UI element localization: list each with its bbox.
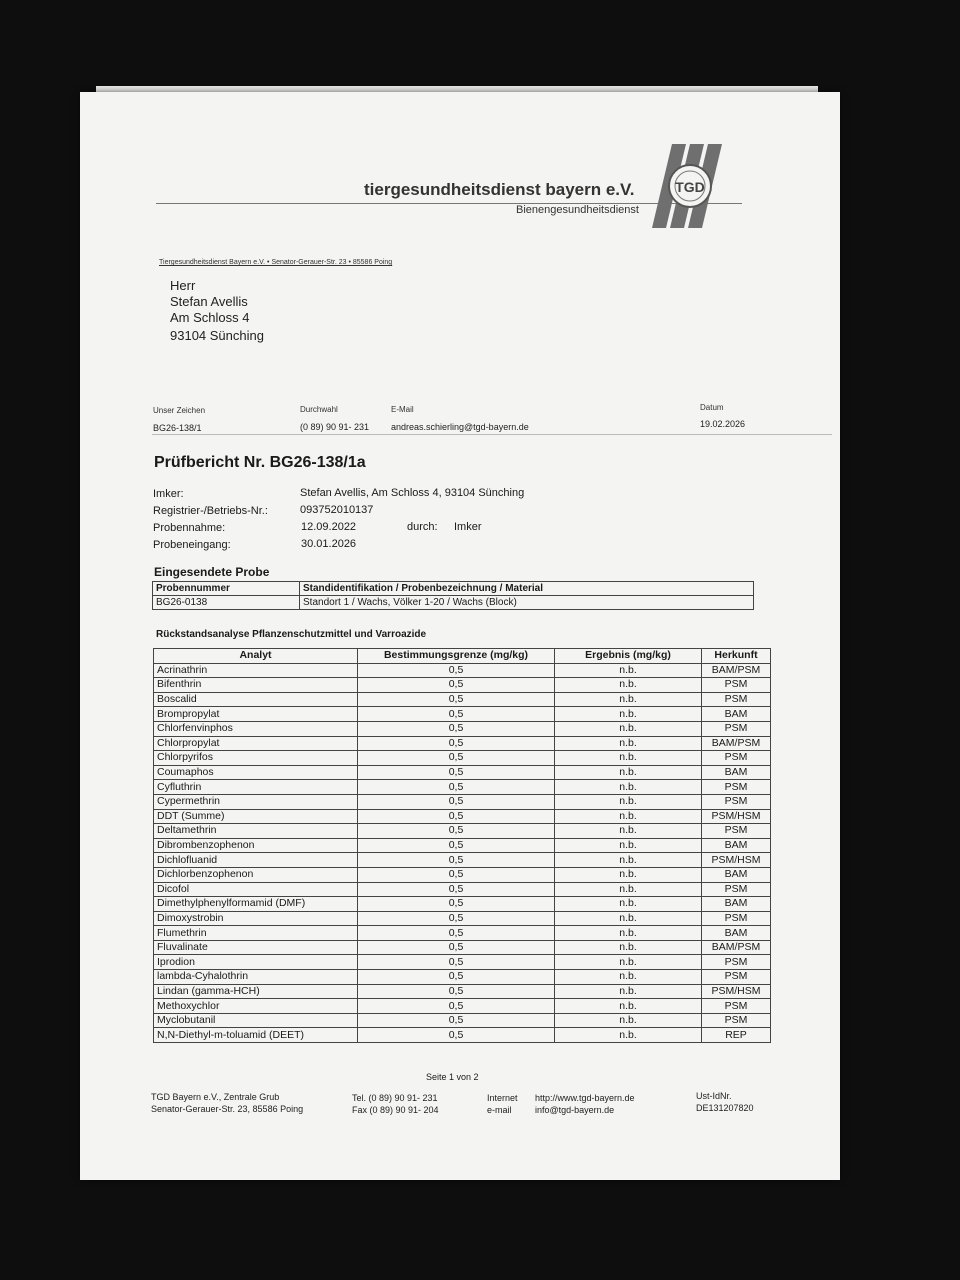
footer-org-line2: Senator-Gerauer-Str. 23, 85586 Poing <box>151 1104 304 1114</box>
ergebnis-cell: n.b. <box>555 882 702 897</box>
footer-phone <box>352 1092 439 1116</box>
footer-email-label: e-mail <box>487 1105 512 1115</box>
ergebnis-cell: n.b. <box>555 824 702 839</box>
page-info: Seite 1 von 2 <box>426 1072 479 1082</box>
table-row <box>154 940 771 955</box>
ergebnis-cell: n.b. <box>555 897 702 912</box>
analyt-cell: Chlorpropylat <box>154 736 358 751</box>
table-row <box>154 955 771 970</box>
email-label: E-Mail <box>391 405 414 414</box>
footer-org-line1: TGD Bayern e.V., Zentrale Grub <box>151 1092 280 1102</box>
herkunft-cell: BAM/PSM <box>702 736 771 751</box>
table-row <box>154 751 771 766</box>
table-row <box>154 809 771 824</box>
ergebnis-cell: n.b. <box>555 867 702 882</box>
grenze-cell: 0,5 <box>358 897 555 912</box>
grenze-cell: 0,5 <box>358 984 555 999</box>
table-row <box>154 897 771 912</box>
unser-zeichen-label: Unser Zeichen <box>153 406 206 415</box>
table-row <box>154 765 771 780</box>
probe-desc: Standort 1 / Wachs, Völker 1-20 / Wachs (Block) <box>300 596 754 610</box>
ergebnis-cell: n.b. <box>555 940 702 955</box>
reg-label: Registrier-/Betriebs-Nr.: <box>153 505 268 517</box>
table-row <box>154 1028 771 1043</box>
durchwahl: (0 89) 90 91- 231 <box>300 422 370 432</box>
analyt-cell: Iprodion <box>154 955 358 970</box>
analyt-cell: Acrinathrin <box>154 663 358 678</box>
col-bestimmungsgrenze: Bestimmungsgrenze (mg/kg) <box>358 649 555 664</box>
analysis-table <box>153 648 771 1043</box>
analyt-cell: Dimoxystrobin <box>154 911 358 926</box>
ergebnis-cell: n.b. <box>555 999 702 1014</box>
grenze-cell: 0,5 <box>358 911 555 926</box>
reg-value: 093752010137 <box>300 504 374 516</box>
durch-label: durch: <box>407 521 438 533</box>
grenze-cell: 0,5 <box>358 824 555 839</box>
probennahme-value: 12.09.2022 <box>301 521 357 533</box>
grenze-cell: 0,5 <box>358 867 555 882</box>
grenze-cell: 0,5 <box>358 838 555 853</box>
footer-fax: Fax (0 89) 90 91- 204 <box>352 1105 439 1115</box>
table-row <box>154 707 771 722</box>
ergebnis-cell: n.b. <box>555 984 702 999</box>
analyt-cell: Chlorfenvinphos <box>154 721 358 736</box>
footer-internet-label: Internet <box>487 1093 518 1103</box>
herkunft-cell: BAM/PSM <box>702 663 771 678</box>
table-row <box>154 984 771 999</box>
footer-org <box>151 1091 303 1115</box>
probe-section-title: Eingesendete Probe <box>154 565 270 579</box>
analyt-cell: Deltamethrin <box>154 824 358 839</box>
tgd-logo-icon <box>652 144 726 228</box>
analyt-cell: lambda-Cyhalothrin <box>154 970 358 985</box>
table-row <box>154 736 771 751</box>
analyt-cell: Dichlorbenzophenon <box>154 867 358 882</box>
probe-table <box>152 581 754 610</box>
grenze-cell: 0,5 <box>358 751 555 766</box>
grenze-cell: 0,5 <box>358 1028 555 1043</box>
grenze-cell: 0,5 <box>358 692 555 707</box>
reference-rule <box>152 434 832 435</box>
grenze-cell: 0,5 <box>358 780 555 795</box>
col-herkunft: Herkunft <box>702 649 771 664</box>
ergebnis-cell: n.b. <box>555 663 702 678</box>
table-row <box>154 721 771 736</box>
analyt-cell: Flumethrin <box>154 926 358 941</box>
ergebnis-cell: n.b. <box>555 780 702 795</box>
herkunft-cell: PSM/HSM <box>702 853 771 868</box>
eingang-label: Probeneingang: <box>153 539 231 551</box>
ergebnis-cell: n.b. <box>555 853 702 868</box>
herkunft-cell: PSM <box>702 955 771 970</box>
ergebnis-cell: n.b. <box>555 678 702 693</box>
grenze-cell: 0,5 <box>358 663 555 678</box>
analyt-cell: Boscalid <box>154 692 358 707</box>
probennahme-label: Probennahme: <box>153 522 226 534</box>
ergebnis-cell: n.b. <box>555 970 702 985</box>
ergebnis-cell: n.b. <box>555 736 702 751</box>
herkunft-cell: PSM <box>702 911 771 926</box>
herkunft-cell: PSM/HSM <box>702 984 771 999</box>
col-analyt: Analyt <box>154 649 358 664</box>
table-row <box>154 838 771 853</box>
herkunft-cell: PSM <box>702 721 771 736</box>
ergebnis-cell: n.b. <box>555 838 702 853</box>
grenze-cell: 0,5 <box>358 926 555 941</box>
herkunft-cell: PSM <box>702 780 771 795</box>
table-row <box>154 780 771 795</box>
sender-line: Tiergesundheitsdienst Bayern e.V. • Senator-Gerauer-Str. 23 • 85586 Poing <box>159 259 393 266</box>
ergebnis-cell: n.b. <box>555 1013 702 1028</box>
herkunft-cell: REP <box>702 1028 771 1043</box>
analyt-cell: Dichlofluanid <box>154 853 358 868</box>
herkunft-cell: PSM <box>702 999 771 1014</box>
grenze-cell: 0,5 <box>358 678 555 693</box>
ergebnis-cell: n.b. <box>555 751 702 766</box>
grenze-cell: 0,5 <box>358 853 555 868</box>
analyt-cell: Myclobutanil <box>154 1013 358 1028</box>
herkunft-cell: BAM <box>702 897 771 912</box>
imker-label: Imker: <box>153 488 184 500</box>
grenze-cell: 0,5 <box>358 794 555 809</box>
address-salutation: Herr <box>170 278 196 293</box>
table-row <box>154 663 771 678</box>
analyt-cell: Lindan (gamma-HCH) <box>154 984 358 999</box>
analyt-cell: Dibrombenzophenon <box>154 838 358 853</box>
analyt-cell: Cyfluthrin <box>154 780 358 795</box>
table-row <box>154 794 771 809</box>
table-row <box>154 853 771 868</box>
analyt-cell: Chlorpyrifos <box>154 751 358 766</box>
herkunft-cell: PSM <box>702 794 771 809</box>
table-row <box>154 882 771 897</box>
footer-ust-label: Ust-IdNr. <box>696 1091 732 1101</box>
footer-web <box>535 1092 635 1116</box>
herkunft-cell: PSM <box>702 751 771 766</box>
herkunft-cell: PSM <box>702 1013 771 1028</box>
analyt-cell: N,N-Diethyl-m-toluamid (DEET) <box>154 1028 358 1043</box>
table-row <box>154 692 771 707</box>
grenze-cell: 0,5 <box>358 707 555 722</box>
table-row <box>154 999 771 1014</box>
ergebnis-cell: n.b. <box>555 721 702 736</box>
footer-tel: Tel. (0 89) 90 91- 231 <box>352 1093 438 1103</box>
org-subtitle: Bienengesundheitsdienst <box>516 204 639 216</box>
grenze-cell: 0,5 <box>358 955 555 970</box>
durch-value: Imker <box>454 521 482 533</box>
analysis-section-title: Rückstandsanalyse Pflanzenschutzmittel und Varroazide <box>156 629 427 640</box>
probe-num: BG26-0138 <box>153 596 300 610</box>
ergebnis-cell: n.b. <box>555 955 702 970</box>
herkunft-cell: BAM <box>702 926 771 941</box>
analyt-cell: Dimethylphenylformamid (DMF) <box>154 897 358 912</box>
ergebnis-cell: n.b. <box>555 707 702 722</box>
ergebnis-cell: n.b. <box>555 809 702 824</box>
probe-col-num: Probennummer <box>153 582 300 596</box>
herkunft-cell: PSM/HSM <box>702 809 771 824</box>
analyt-cell: Dicofol <box>154 882 358 897</box>
col-ergebnis: Ergebnis (mg/kg) <box>555 649 702 664</box>
logo-text: TGD <box>675 179 705 195</box>
footer-email: info@tgd-bayern.de <box>535 1105 615 1115</box>
table-row <box>154 926 771 941</box>
footer-web-labels <box>487 1092 518 1116</box>
ergebnis-cell: n.b. <box>555 1028 702 1043</box>
grenze-cell: 0,5 <box>358 736 555 751</box>
ergebnis-cell: n.b. <box>555 911 702 926</box>
grenze-cell: 0,5 <box>358 882 555 897</box>
herkunft-cell: BAM/PSM <box>702 940 771 955</box>
org-name: tiergesundheitsdienst bayern e.V. <box>364 180 635 199</box>
grenze-cell: 0,5 <box>358 809 555 824</box>
grenze-cell: 0,5 <box>358 940 555 955</box>
table-row <box>154 867 771 882</box>
herkunft-cell: BAM <box>702 867 771 882</box>
eingang-value: 30.01.2026 <box>301 538 357 550</box>
table-row <box>154 970 771 985</box>
analyt-cell: Coumaphos <box>154 765 358 780</box>
herkunft-cell: PSM <box>702 692 771 707</box>
herkunft-cell: PSM <box>702 678 771 693</box>
document-page <box>80 92 840 1180</box>
grenze-cell: 0,5 <box>358 1013 555 1028</box>
probe-col-desc: Standidentifikation / Probenbezeichnung / Material <box>300 582 754 596</box>
analyt-cell: Bifenthrin <box>154 678 358 693</box>
address-city: 93104 Sünching <box>170 328 264 343</box>
datum: 19.02.2026 <box>700 419 746 429</box>
herkunft-cell: PSM <box>702 824 771 839</box>
datum-label: Datum <box>700 403 724 412</box>
table-row <box>154 824 771 839</box>
durchwahl-label: Durchwahl <box>300 405 338 414</box>
herkunft-cell: BAM <box>702 765 771 780</box>
address-street: Am Schloss 4 <box>170 310 250 325</box>
email: andreas.schierling@tgd-bayern.de <box>391 422 529 432</box>
report-title: Prüfbericht Nr. BG26-138/1a <box>154 454 366 471</box>
herkunft-cell: BAM <box>702 707 771 722</box>
ergebnis-cell: n.b. <box>555 794 702 809</box>
imker-value: Stefan Avellis, Am Schloss 4, 93104 Sünching <box>300 487 525 499</box>
herkunft-cell: BAM <box>702 838 771 853</box>
footer-ust-value: DE131207820 <box>696 1103 754 1113</box>
ergebnis-cell: n.b. <box>555 926 702 941</box>
footer-ust <box>696 1090 754 1114</box>
analyt-cell: Methoxychlor <box>154 999 358 1014</box>
ergebnis-cell: n.b. <box>555 765 702 780</box>
analyt-cell: Cypermethrin <box>154 794 358 809</box>
herkunft-cell: PSM <box>702 882 771 897</box>
footer-internet: http://www.tgd-bayern.de <box>535 1093 635 1103</box>
grenze-cell: 0,5 <box>358 721 555 736</box>
table-row <box>154 911 771 926</box>
unser-zeichen: BG26-138/1 <box>153 423 202 433</box>
analyt-cell: Fluvalinate <box>154 940 358 955</box>
address-name: Stefan Avellis <box>170 294 248 309</box>
table-row <box>154 678 771 693</box>
analyt-cell: DDT (Summe) <box>154 809 358 824</box>
analyt-cell: Brompropylat <box>154 707 358 722</box>
grenze-cell: 0,5 <box>358 765 555 780</box>
ergebnis-cell: n.b. <box>555 692 702 707</box>
herkunft-cell: PSM <box>702 970 771 985</box>
table-row <box>154 1013 771 1028</box>
grenze-cell: 0,5 <box>358 970 555 985</box>
grenze-cell: 0,5 <box>358 999 555 1014</box>
